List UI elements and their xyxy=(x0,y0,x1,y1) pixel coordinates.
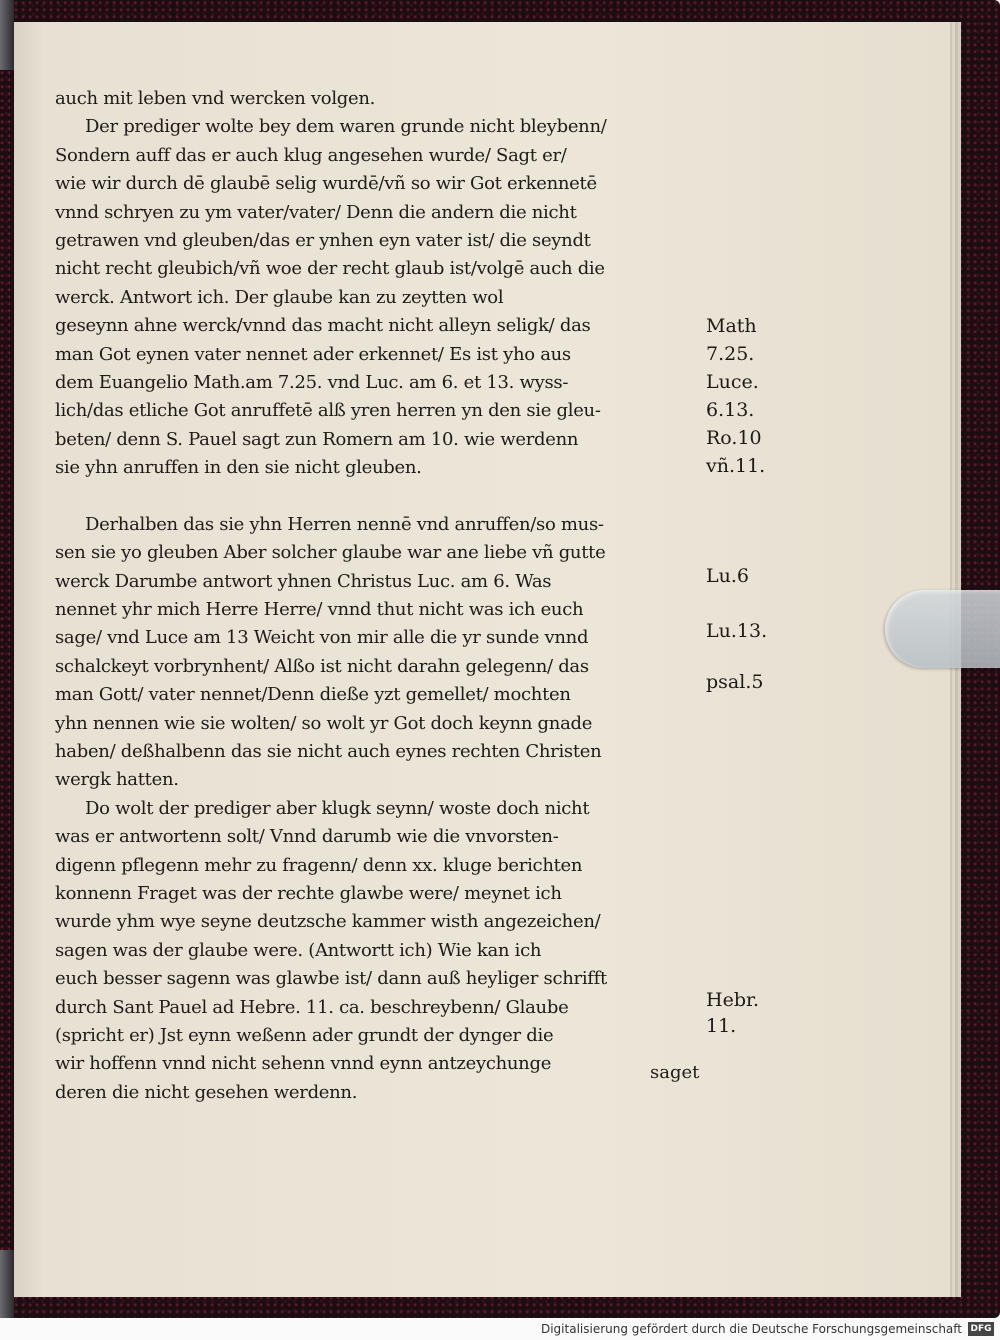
text-line: yhn nennen wie sie wolten/ so wolt yr Got doch keynn gnade xyxy=(55,712,593,734)
text-line: sage/ vnd Luce am 13 Weicht von mir alle die yr sunde vnnd xyxy=(55,627,589,649)
text-line: getrawen vnd gleuben/das er ynhen eyn vater ist/ die seyndt xyxy=(55,229,591,251)
margin-note: Lu.6 xyxy=(706,565,749,587)
text-line: Derhalben das sie yhn Herren nennē vnd anruffen/so mus- xyxy=(85,513,604,535)
text-line: (spricht er) Jst eynn weßenn ader grundt der dynger die xyxy=(55,1024,554,1046)
margin-note: 11. xyxy=(706,1015,737,1037)
text-line: schalckeyt vorbrynhent/ Alßo ist nicht darahn gelegenn/ das xyxy=(55,655,589,677)
binding-clasp-bottom xyxy=(0,1250,14,1318)
margin-note: Lu.13. xyxy=(706,620,768,642)
text-line: wergk hatten. xyxy=(55,769,179,791)
dfg-logo-icon: DFG xyxy=(968,1322,994,1336)
text-line: deren die nicht gesehen werdenn. xyxy=(55,1081,358,1103)
text-line: Do wolt der prediger aber klugk seynn/ woste doch nicht xyxy=(85,797,590,819)
text-line: nennet yhr mich Herre Herre/ vnnd thut nicht was ich euch xyxy=(55,599,584,621)
text-line: sen sie yo gleuben Aber solcher glaube war ane liebe vñ gutte xyxy=(55,542,606,564)
text-line: haben/ deßhalbenn das sie nicht auch eynes rechten Christen xyxy=(55,740,602,762)
margin-note: Ro.10 xyxy=(706,427,762,449)
text-line: Sondern auff das er auch klug angesehen wurde/ Sagt er/ xyxy=(55,144,567,166)
text-line: lich/das etliche Got anruffetē alß yren herren yn den sie gleu- xyxy=(55,400,601,422)
text-line: sagen was der glaube were. (Antwortt ich) Wie kan ich xyxy=(55,939,542,961)
text-line: digenn pflegenn mehr zu fragenn/ denn xx. kluge berichten xyxy=(55,854,583,876)
text-line: werck. Antwort ich. Der glaube kan zu zeytten wol xyxy=(55,286,504,308)
main-text-column xyxy=(55,85,705,1107)
margin-note: vñ.11. xyxy=(706,455,766,477)
text-line: werck Darumbe antwort yhnen Christus Luc. am 6. Was xyxy=(55,570,552,592)
text-line: beten/ denn S. Pauel sagt zun Romern am 10. wie werdenn xyxy=(55,428,579,450)
digitization-credit: Digitalisierung gefördert durch die Deutsche Forschungsgemeinschaft xyxy=(540,1322,962,1336)
text-line: sie yhn anruffen in den sie nicht gleuben. xyxy=(55,457,422,479)
text-line: wir hoffenn vnnd nicht sehenn vnnd eynn antzeychunge xyxy=(55,1053,552,1075)
text-line: nicht recht gleubich/vñ woe der recht glaub ist/volgē auch die xyxy=(55,258,605,280)
text-line: dem Euangelio Math.am 7.25. vnd Luc. am 6. et 13. wyss- xyxy=(55,371,569,393)
margin-note: psal.5 xyxy=(706,671,764,693)
text-line: man Got eynen vater nennet ader erkennet/ Es ist yho aus xyxy=(55,343,571,365)
page-marker-tab xyxy=(885,590,1000,668)
margin-note: Hebr. xyxy=(706,989,760,1011)
binding-clasp-top xyxy=(0,0,14,70)
text-line: wie wir durch dē glaubē selig wurdē/vñ so wir Got erkennetē xyxy=(55,173,597,195)
text-line: konnenn Fraget was der rechte glawbe were/ meynet ich xyxy=(55,882,562,904)
margin-note: 7.25. xyxy=(706,343,755,365)
text-line: man Gott/ vater nennet/Denn dieße yzt gemellet/ mochten xyxy=(55,684,571,706)
text-line: wurde yhm wye seyne deutzsche kammer wisth angezeichen/ xyxy=(55,911,601,933)
text-line: durch Sant Pauel ad Hebre. 11. ca. beschreybenn/ Glaube xyxy=(55,996,569,1018)
text-line: euch besser sagenn was glawbe ist/ dann auß heyliger schrifft xyxy=(55,968,607,990)
text-line: Der prediger wolte bey dem waren grunde nicht bleybenn/ xyxy=(85,116,607,138)
text-line: vnnd schryen zu ym vater/vater/ Denn die andern die nicht xyxy=(55,201,577,223)
text-line: was er antwortenn solt/ Vnnd darumb wie die vnvorsten- xyxy=(55,826,559,848)
text-line: auch mit leben vnd wercken volgen. xyxy=(55,88,376,109)
margin-note: Luce. xyxy=(706,371,759,393)
text-line xyxy=(55,482,705,510)
catchword: saget xyxy=(650,1062,700,1083)
text-line: geseynn ahne werck/vnnd das macht nicht alleyn seligk/ das xyxy=(55,315,591,337)
margin-note: 6.13. xyxy=(706,399,755,421)
margin-note: Math xyxy=(706,315,757,337)
